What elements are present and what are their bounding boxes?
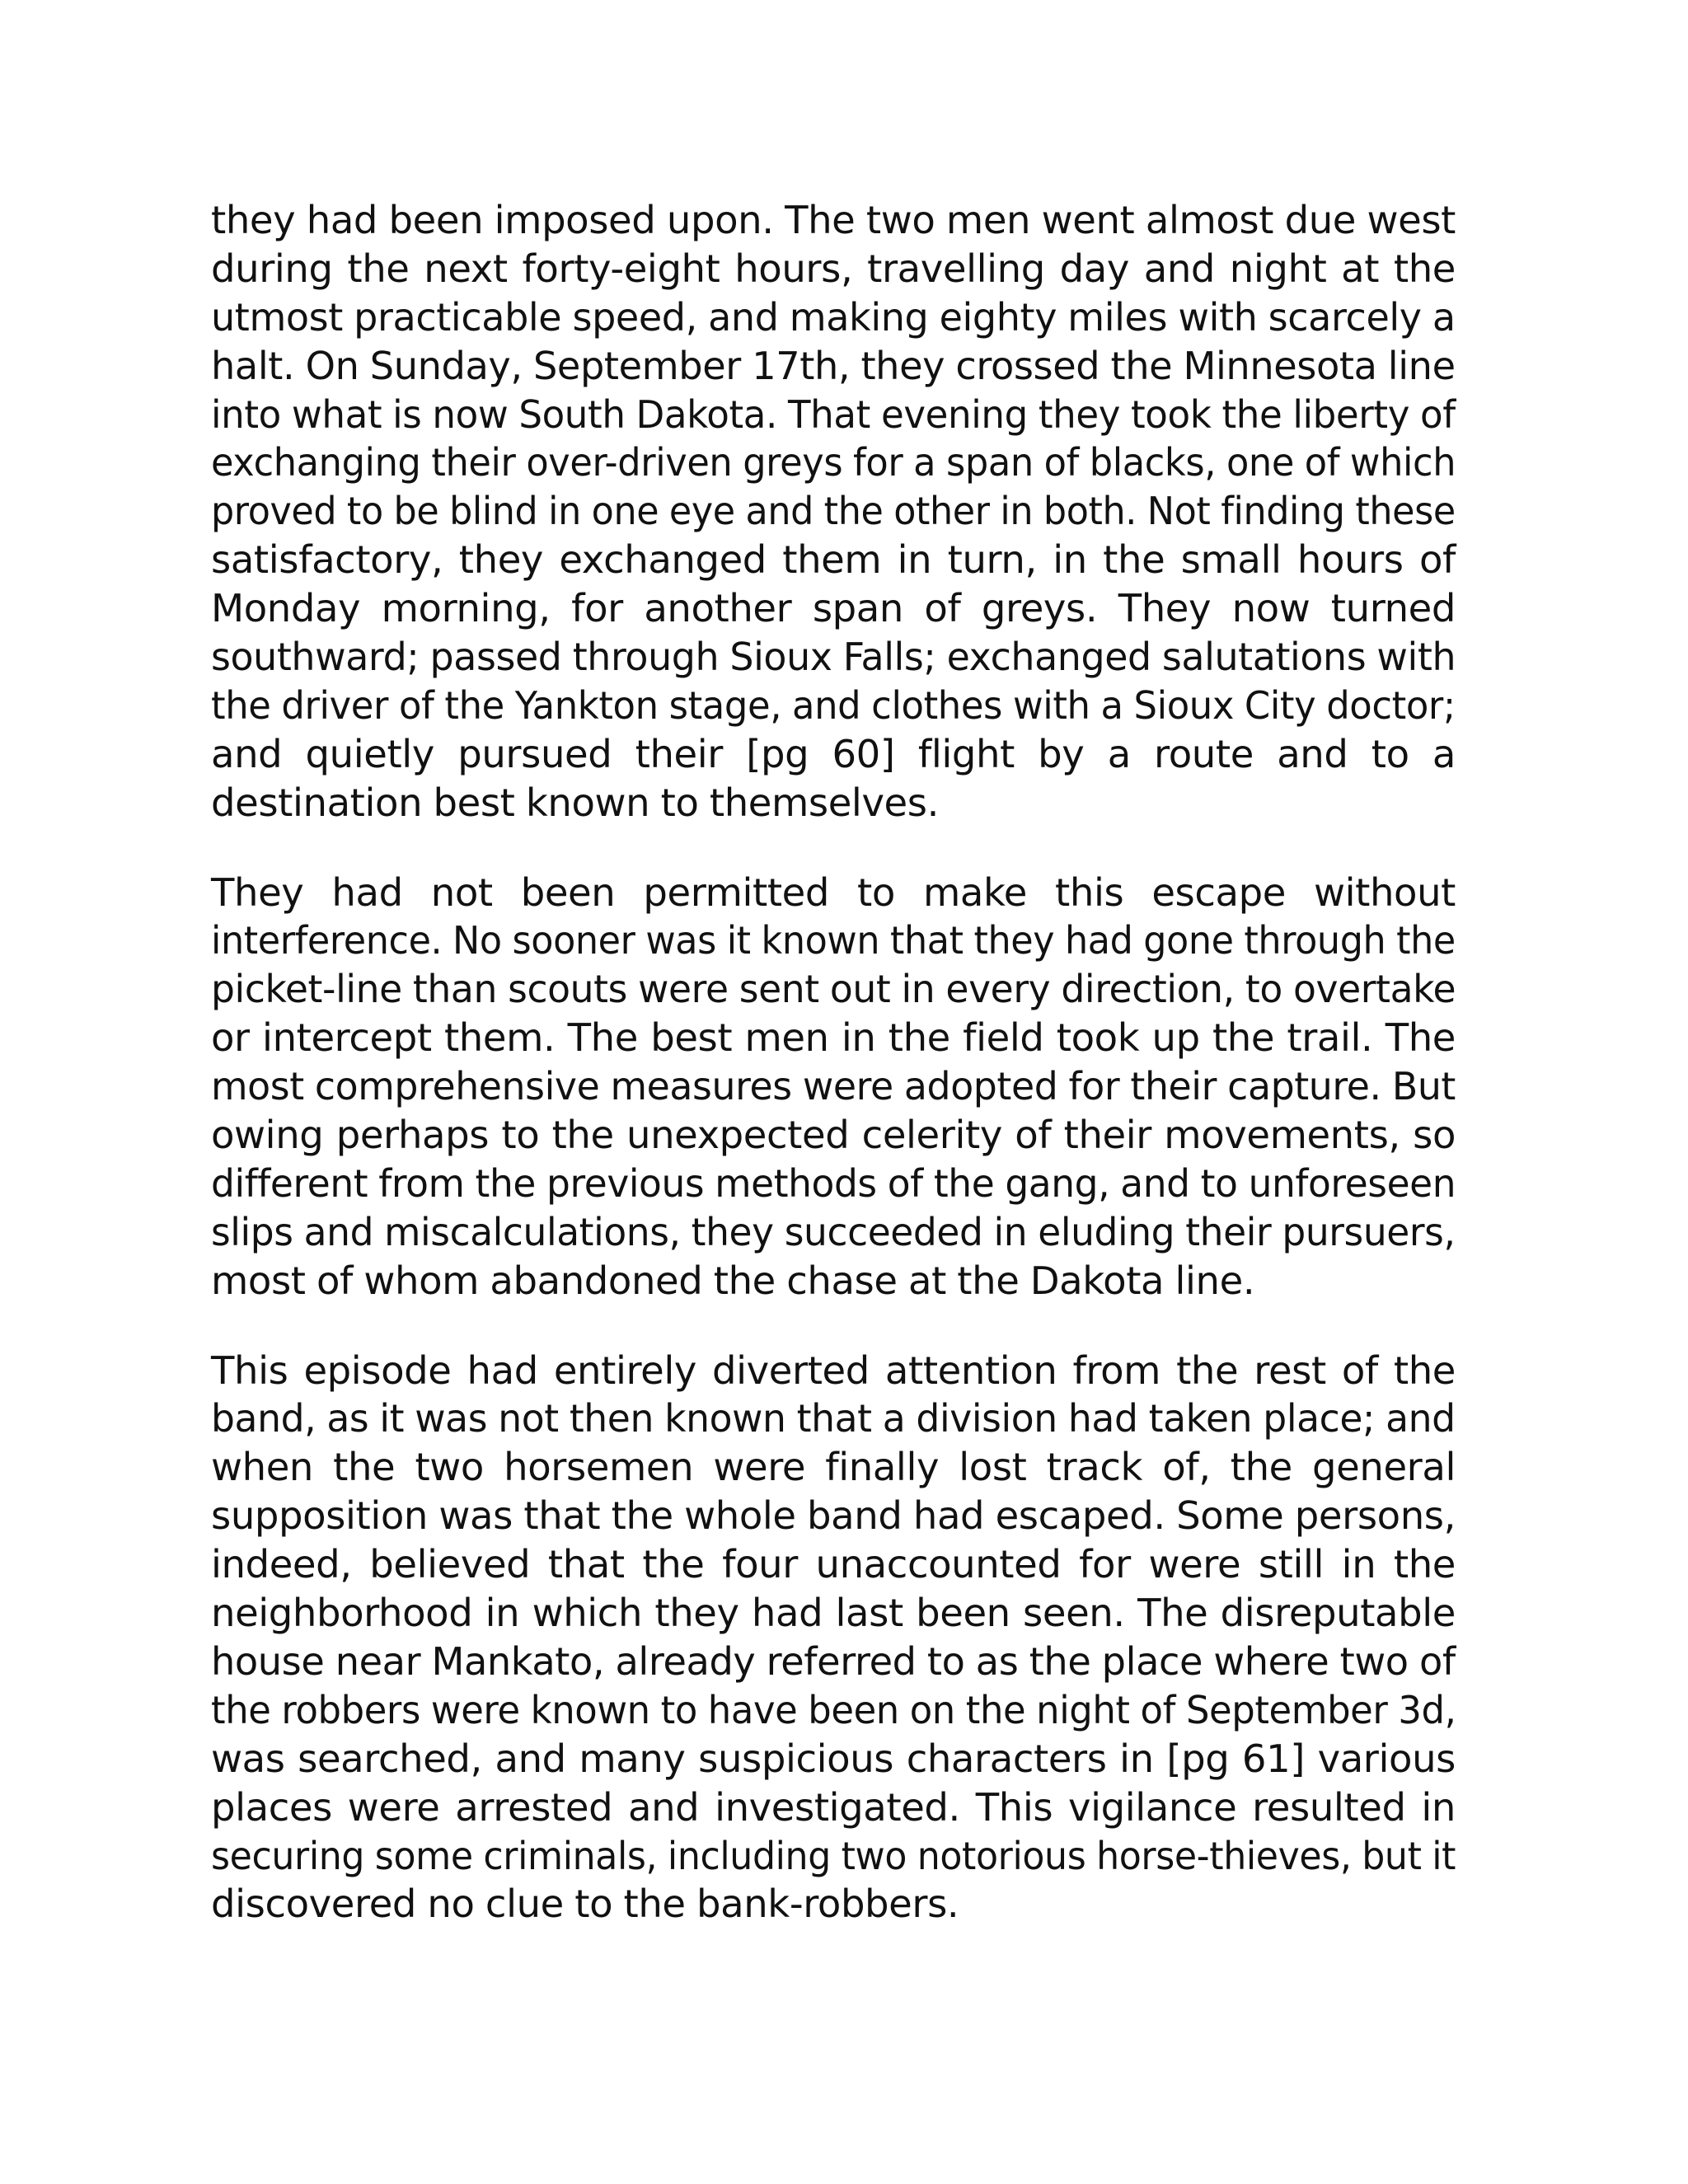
text-line: during the next forty-eight hours, travelling day and night at the (211, 246, 1456, 291)
text-line: exchanging their over-driven greys for a span of blacks, one of which (211, 440, 1456, 485)
text-line: into what is now South Dakota. That evening they took the liberty of (211, 391, 1456, 437)
document-page (211, 196, 1456, 1970)
text-line: or intercept them. The best men in the field took up the trail. The (211, 1015, 1456, 1061)
text-line: the robbers were known to have been on the night of September 3d, (211, 1687, 1456, 1732)
text-line: and quietly pursued their [pg 60] flight by a route and to a (211, 731, 1456, 776)
text-line: halt. On Sunday, September 17th, they crossed the Minnesota line (211, 343, 1456, 388)
text-line: slips and miscalculations, they succeeded in eluding their pursuers, (211, 1209, 1456, 1254)
text-line: utmost practicable speed, and making eighty miles with scarcely a (211, 294, 1456, 340)
text-line: the driver of the Yankton stage, and clothes with a Sioux City doctor; (211, 682, 1456, 728)
text-line: southward; passed through Sioux Falls; exchanged salutations with (211, 635, 1456, 680)
text-line: they had been imposed upon. The two men went almost due west (211, 198, 1456, 242)
text-line: proved to be blind in one eye and the other in both. Not finding these (211, 489, 1456, 534)
text-line: Monday morning, for another span of greys. They now turned (211, 586, 1456, 631)
paragraph-2 (211, 869, 1456, 1305)
text-line: discovered no clue to the bank-robbers. (211, 1882, 959, 1927)
paragraph-1 (211, 196, 1456, 827)
text-line: most of whom abandoned the chase at the Dakota line. (211, 1258, 1255, 1303)
text-line: securing some criminals, including two notorious horse-thieves, but it (211, 1833, 1456, 1878)
text-line: They had not been permitted to make this escape without (211, 869, 1456, 915)
text-line: interference. No sooner was it known that they had gone through the (211, 918, 1456, 963)
text-line: indeed, believed that the four unaccounted for were still in the (211, 1542, 1456, 1587)
text-line: satisfactory, they exchanged them in turn, in the small hours of (211, 537, 1456, 583)
text-line: This episode had entirely diverted attention from the rest of the (211, 1347, 1456, 1393)
text-line: was searched, and many suspicious characters in [pg 61] various (211, 1736, 1456, 1781)
text-line: supposition was that the whole band had escaped. Some persons, (211, 1493, 1456, 1539)
text-line: different from the previous methods of the gang, and to unforeseen (211, 1160, 1456, 1206)
text-line: most comprehensive measures were adopted for their capture. But (211, 1064, 1456, 1109)
text-line: when the two horsemen were finally lost track of, the general (211, 1445, 1456, 1490)
text-line: owing perhaps to the unexpected celerity of their movements, so (211, 1113, 1456, 1158)
text-line: band, as it was not then known that a division had taken place; and (211, 1396, 1456, 1441)
text-line: places were arrested and investigated. This vigilance resulted in (211, 1784, 1456, 1830)
text-line: house near Mankato, already referred to as the place where two of (211, 1638, 1456, 1684)
text-line: neighborhood in which they had last been seen. The disreputable (211, 1591, 1456, 1636)
text-line: destination best known to themselves. (211, 780, 939, 825)
paragraph-3 (211, 1347, 1456, 1929)
text-line: picket-line than scouts were sent out in every direction, to overtake (211, 967, 1456, 1012)
